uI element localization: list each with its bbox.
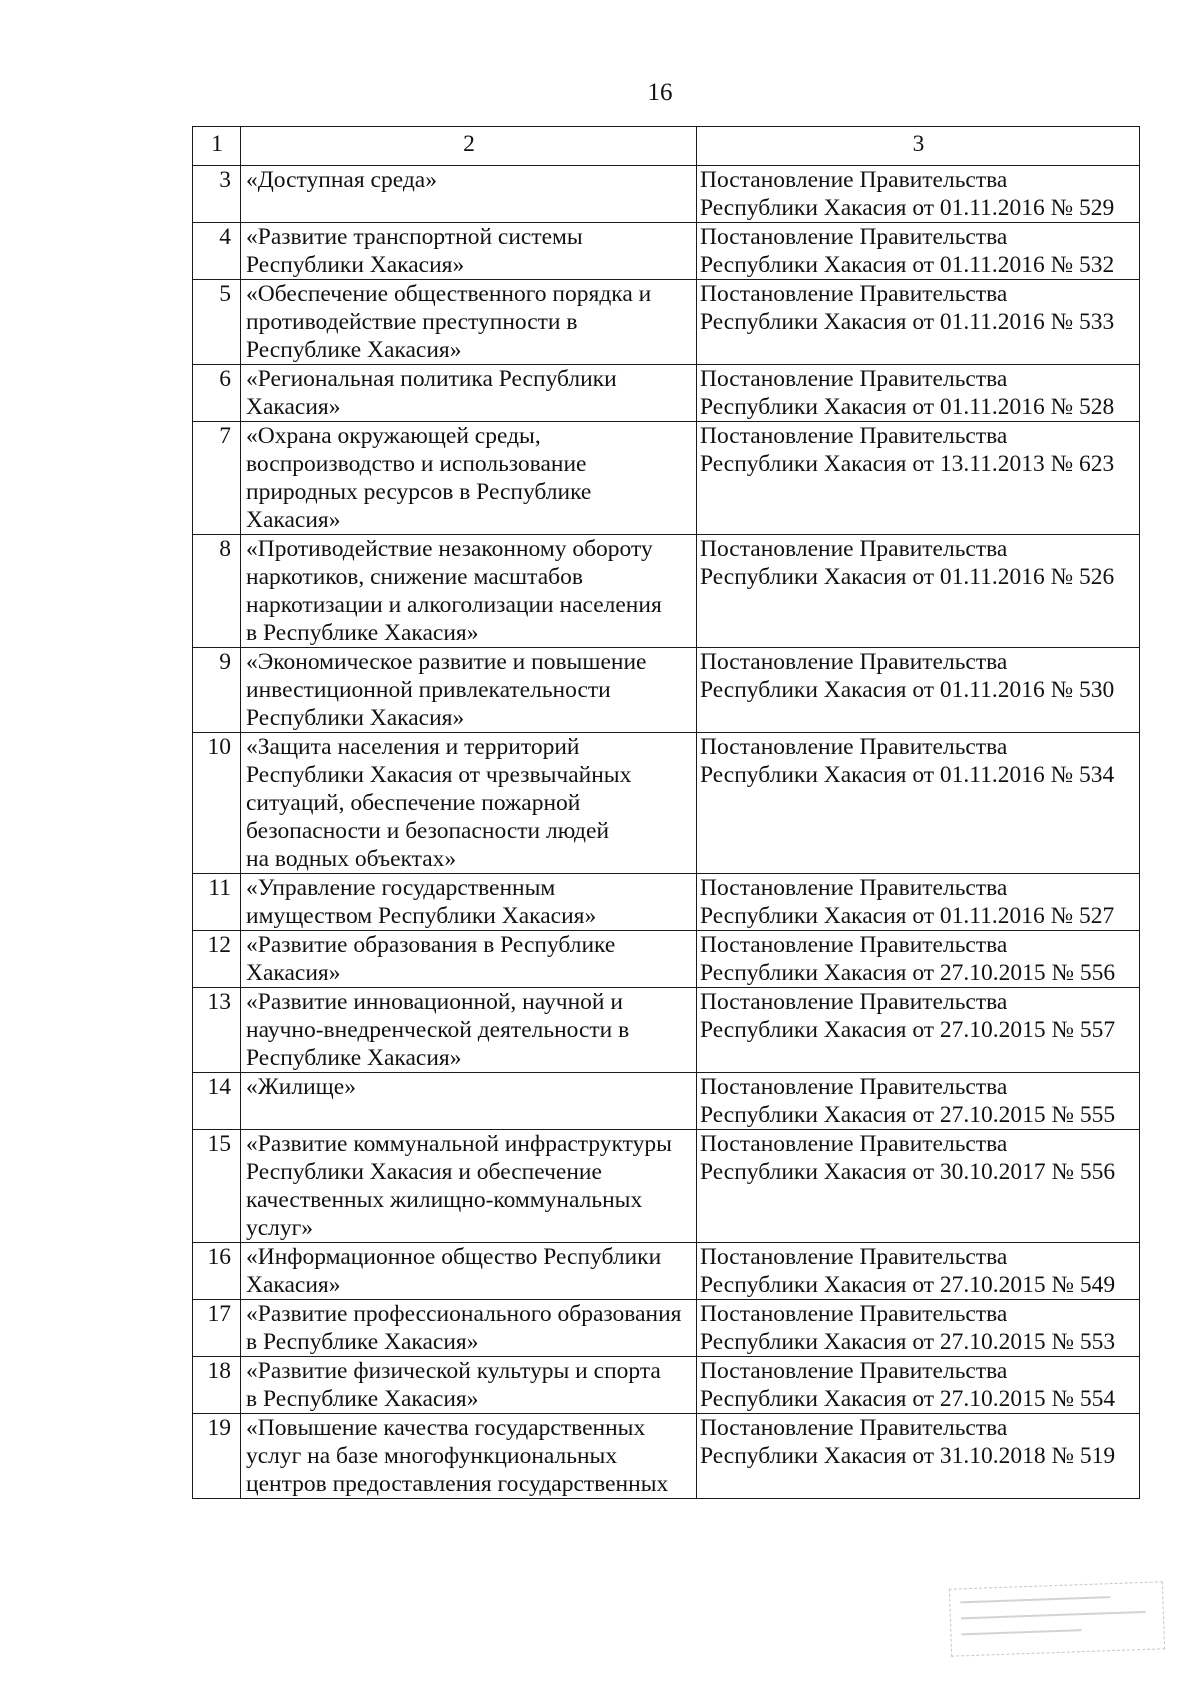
program-name-line: Республики Хакасия» bbox=[246, 252, 465, 278]
row-number: 13 bbox=[193, 988, 241, 1073]
resolution-line: Постановление Правительства bbox=[700, 366, 1008, 392]
program-name-line: Хакасия» bbox=[246, 1272, 341, 1298]
program-name-line: «Обеспечение общественного порядка и bbox=[246, 281, 652, 307]
table-row bbox=[193, 874, 1140, 931]
program-name-line: в Республике Хакасия» bbox=[246, 620, 479, 646]
resolution-line: Постановление Правительства bbox=[700, 167, 1008, 193]
resolution-line: Республики Хакасия от 27.10.2015 № 549 bbox=[700, 1272, 1116, 1298]
program-name-line: противодействие преступности в bbox=[246, 309, 578, 335]
row-number: 17 bbox=[193, 1300, 241, 1357]
table-row bbox=[193, 988, 1140, 1073]
row-number: 8 bbox=[193, 535, 241, 648]
table-row bbox=[193, 733, 1140, 874]
table-row bbox=[193, 1414, 1140, 1499]
program-name-cell bbox=[241, 280, 697, 365]
program-name-line: воспроизводство и использование bbox=[246, 451, 587, 477]
program-name-line: в Республике Хакасия» bbox=[246, 1386, 479, 1412]
program-name-cell bbox=[241, 223, 697, 280]
table-row bbox=[193, 365, 1140, 422]
program-name-cell bbox=[241, 1243, 697, 1300]
program-name-line: природных ресурсов в Республике bbox=[246, 479, 592, 505]
programs-table bbox=[192, 126, 1140, 1499]
program-name-cell bbox=[241, 535, 697, 648]
page-number: 16 bbox=[647, 79, 673, 106]
table-row bbox=[193, 166, 1140, 223]
resolution-line: Республики Хакасия от 01.11.2016 № 534 bbox=[700, 762, 1115, 788]
program-name-line: научно-внедренческой деятельности в bbox=[246, 1017, 630, 1043]
program-name-line: Республики Хакасия от чрезвычайных bbox=[246, 762, 632, 788]
program-name-line: наркотизации и алкоголизации населения bbox=[246, 592, 662, 618]
program-name-line: «Охрана окружающей среды, bbox=[246, 423, 541, 449]
program-name-line: на водных объектах» bbox=[246, 846, 457, 872]
resolution-cell bbox=[697, 280, 1140, 365]
program-name-cell bbox=[241, 1073, 697, 1130]
program-name-cell bbox=[241, 931, 697, 988]
resolution-cell bbox=[697, 648, 1140, 733]
row-number: 7 bbox=[193, 422, 241, 535]
resolution-line: Республики Хакасия от 13.11.2013 № 623 bbox=[700, 451, 1115, 477]
program-name-line: «Развитие инновационной, научной и bbox=[246, 989, 623, 1015]
resolution-line: Постановление Правительства bbox=[700, 734, 1008, 760]
resolution-line: Республики Хакасия от 27.10.2015 № 556 bbox=[700, 960, 1116, 986]
row-number: 18 bbox=[193, 1357, 241, 1414]
program-name-line: в Республике Хакасия» bbox=[246, 1329, 479, 1355]
program-name-line: «Развитие образования в Республике bbox=[246, 932, 616, 958]
program-name-line: качественных жилищно-коммунальных bbox=[246, 1187, 643, 1213]
row-number: 11 bbox=[193, 874, 241, 931]
resolution-cell bbox=[697, 1130, 1140, 1243]
program-name-line: Республики Хакасия» bbox=[246, 705, 465, 731]
row-number: 5 bbox=[193, 280, 241, 365]
program-name-line: «Защита населения и территорий bbox=[246, 734, 580, 760]
resolution-line: Республики Хакасия от 27.10.2015 № 554 bbox=[700, 1386, 1116, 1412]
resolution-line: Республики Хакасия от 01.11.2016 № 528 bbox=[700, 394, 1115, 420]
row-number: 16 bbox=[193, 1243, 241, 1300]
program-name-cell bbox=[241, 1357, 697, 1414]
resolution-line: Постановление Правительства bbox=[700, 281, 1008, 307]
table-row bbox=[193, 648, 1140, 733]
resolution-line: Республики Хакасия от 01.11.2016 № 530 bbox=[700, 677, 1115, 703]
program-name-line: «Информационное общество Республики bbox=[246, 1244, 662, 1270]
resolution-cell bbox=[697, 733, 1140, 874]
resolution-line: Постановление Правительства bbox=[700, 875, 1008, 901]
program-name-line: «Развитие коммунальной инфраструктуры bbox=[246, 1131, 672, 1157]
table-row bbox=[193, 1300, 1140, 1357]
program-name-cell bbox=[241, 1300, 697, 1357]
resolution-cell bbox=[697, 1357, 1140, 1414]
table-row bbox=[193, 1357, 1140, 1414]
table-row bbox=[193, 931, 1140, 988]
row-number: 14 bbox=[193, 1073, 241, 1130]
program-name-line: «Доступная среда» bbox=[246, 167, 437, 193]
resolution-line: Постановление Правительства bbox=[700, 1244, 1008, 1270]
resolution-line: Республики Хакасия от 27.10.2015 № 553 bbox=[700, 1329, 1116, 1355]
resolution-line: Постановление Правительства bbox=[700, 1301, 1008, 1327]
program-name-line: «Развитие физической культуры и спорта bbox=[246, 1358, 661, 1384]
table-row bbox=[193, 223, 1140, 280]
row-number: 12 bbox=[193, 931, 241, 988]
header-cell-2: 2 bbox=[241, 127, 697, 166]
resolution-cell bbox=[697, 874, 1140, 931]
resolution-line: Республики Хакасия от 31.10.2018 № 519 bbox=[700, 1443, 1116, 1469]
resolution-line: Республики Хакасия от 01.11.2016 № 526 bbox=[700, 564, 1115, 590]
row-number: 9 bbox=[193, 648, 241, 733]
program-name-cell bbox=[241, 988, 697, 1073]
resolution-cell bbox=[697, 422, 1140, 535]
row-number: 19 bbox=[193, 1414, 241, 1499]
row-number: 15 bbox=[193, 1130, 241, 1243]
table-row bbox=[193, 422, 1140, 535]
program-name-line: «Управление государственным bbox=[246, 875, 556, 901]
program-name-cell bbox=[241, 1414, 697, 1499]
resolution-line: Республики Хакасия от 01.11.2016 № 529 bbox=[700, 195, 1115, 221]
program-name-line: «Противодействие незаконному обороту bbox=[246, 536, 653, 562]
program-name-line: Республике Хакасия» bbox=[246, 337, 462, 363]
resolution-line: Постановление Правительства bbox=[700, 932, 1008, 958]
resolution-cell bbox=[697, 1414, 1140, 1499]
resolution-cell bbox=[697, 223, 1140, 280]
resolution-cell bbox=[697, 166, 1140, 223]
resolution-line: Постановление Правительства bbox=[700, 649, 1008, 675]
program-name-cell bbox=[241, 874, 697, 931]
program-name-cell bbox=[241, 365, 697, 422]
resolution-cell bbox=[697, 535, 1140, 648]
program-name-line: «Экономическое развитие и повышение bbox=[246, 649, 647, 675]
table-header-row bbox=[193, 127, 1140, 166]
header-cell-3: 3 bbox=[697, 127, 1140, 166]
program-name-line: Хакасия» bbox=[246, 960, 341, 986]
program-name-line: «Развитие транспортной системы bbox=[246, 224, 583, 250]
program-name-cell bbox=[241, 422, 697, 535]
table-row bbox=[193, 1073, 1140, 1130]
table-row bbox=[193, 535, 1140, 648]
program-name-line: «Региональная политика Республики bbox=[246, 366, 617, 392]
resolution-line: Постановление Правительства bbox=[700, 224, 1008, 250]
resolution-cell bbox=[697, 1073, 1140, 1130]
program-name-line: имуществом Республики Хакасия» bbox=[246, 903, 597, 929]
resolution-line: Постановление Правительства bbox=[700, 1358, 1008, 1384]
program-name-line: услуг» bbox=[246, 1215, 314, 1241]
program-name-line: Республики Хакасия и обеспечение bbox=[246, 1159, 602, 1185]
resolution-line: Республики Хакасия от 30.10.2017 № 556 bbox=[700, 1159, 1116, 1185]
resolution-cell bbox=[697, 988, 1140, 1073]
program-name-line: безопасности и безопасности людей bbox=[246, 818, 610, 844]
program-name-line: услуг на базе многофункциональных bbox=[246, 1443, 618, 1469]
program-name-cell bbox=[241, 648, 697, 733]
resolution-line: Постановление Правительства bbox=[700, 536, 1008, 562]
header-cell-1: 1 bbox=[193, 127, 241, 166]
row-number: 3 bbox=[193, 166, 241, 223]
resolution-cell bbox=[697, 1300, 1140, 1357]
resolution-line: Постановление Правительства bbox=[700, 1415, 1008, 1441]
program-name-cell bbox=[241, 733, 697, 874]
row-number: 6 bbox=[193, 365, 241, 422]
program-name-line: инвестиционной привлекательности bbox=[246, 677, 611, 703]
program-name-line: Республике Хакасия» bbox=[246, 1045, 462, 1071]
registration-stamp bbox=[949, 1581, 1165, 1656]
resolution-line: Республики Хакасия от 01.11.2016 № 527 bbox=[700, 903, 1115, 929]
program-name-line: Хакасия» bbox=[246, 394, 341, 420]
program-name-line: «Развитие профессионального образования bbox=[246, 1301, 682, 1327]
program-name-line: центров предоставления государственных bbox=[246, 1471, 669, 1497]
resolution-line: Постановление Правительства bbox=[700, 1074, 1008, 1100]
program-name-line: Хакасия» bbox=[246, 507, 341, 533]
program-name-cell bbox=[241, 1130, 697, 1243]
program-name-line: «Повышение качества государственных bbox=[246, 1415, 646, 1441]
row-number: 10 bbox=[193, 733, 241, 874]
resolution-line: Постановление Правительства bbox=[700, 423, 1008, 449]
resolution-line: Постановление Правительства bbox=[700, 989, 1008, 1015]
program-name-line: «Жилище» bbox=[246, 1074, 356, 1100]
resolution-line: Республики Хакасия от 27.10.2015 № 557 bbox=[700, 1017, 1116, 1043]
resolution-line: Республики Хакасия от 01.11.2016 № 532 bbox=[700, 252, 1115, 278]
program-name-line: ситуаций, обеспечение пожарной bbox=[246, 790, 581, 816]
row-number: 4 bbox=[193, 223, 241, 280]
program-name-cell bbox=[241, 166, 697, 223]
table-row bbox=[193, 1243, 1140, 1300]
table-row bbox=[193, 280, 1140, 365]
table-row bbox=[193, 1130, 1140, 1243]
resolution-line: Республики Хакасия от 27.10.2015 № 555 bbox=[700, 1102, 1116, 1128]
program-name-line: наркотиков, снижение масштабов bbox=[246, 564, 583, 590]
resolution-cell bbox=[697, 365, 1140, 422]
resolution-cell bbox=[697, 1243, 1140, 1300]
resolution-line: Постановление Правительства bbox=[700, 1131, 1008, 1157]
resolution-cell bbox=[697, 931, 1140, 988]
resolution-line: Республики Хакасия от 01.11.2016 № 533 bbox=[700, 309, 1115, 335]
